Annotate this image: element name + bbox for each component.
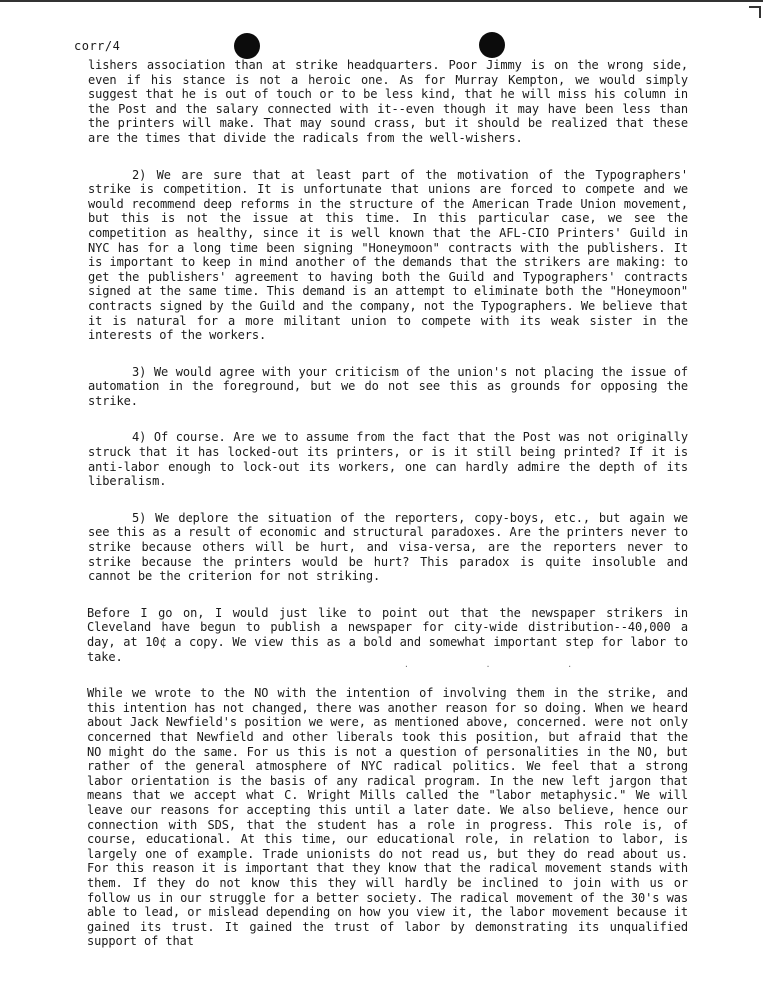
paragraph-point-4: 4) Of course. Are we to assume from the fact that the Post was not originally struck that it has locked-out its printers, or is it still being printed? If it is anti-labor enough to lock-out its workers, one can hardly admire the depth of its liberalism. xyxy=(88,430,688,489)
page-top-edge xyxy=(0,0,763,12)
corner-mark xyxy=(749,6,761,18)
paragraph-cleveland: Before I go on, I would just like to point out that the newspaper strikers in Cleveland have begun to publish a newspaper for city-wide distribution--40,000 a day, at 10¢ a copy. We view this as a bold and somewhat important step for labor to take. xyxy=(87,605,688,664)
punch-hole-left xyxy=(234,33,260,59)
stray-marks: . . . xyxy=(404,660,609,669)
paragraph-point-2: 2) We are sure that at least part of the motivation of the Typographers' strike is competition. It is unfortunate that unions are forced to compete and we would recommend deep reforms in the structure of the American Trade Union movement, but this is not the issue at this time. In this particular case, we see the competition as healthy, since it is well known that the AFL-CIO Printers' Guild in NYC has for a long time been signing "Honeymoon" contracts with the publishers. It is important to keep in mind another of the demands that the strikers are making: to get the publishers' agreement to having both the Guild and Typographers' contracts signed at the same time. This demand is an attempt to eliminate both the "Honeymoon" contracts signed by the Guild and the company, not the Typographers. We believe that it is natural for a more militant union to compete with its weak sister in the interests of the workers. xyxy=(88,167,688,343)
punch-hole-right xyxy=(479,32,505,58)
paragraph-point-5: 5) We deplore the situation of the reporters, copy-boys, etc., but again we see this as a result of economic and structural paradoxes. Are the printers never to strike because others will be hurt, and visa-versa, are the reporters never to strike because the printers would be hurt? This paradox is quite insoluble and cannot be the criterion for not striking. xyxy=(88,510,688,584)
paragraph-continuation: lishers association than at strike headquarters. Poor Jimmy is on the wrong side, even if his stance is not a heroic one. As for Murray Kempton, we would simply suggest that he is out of touch or to be less kind, that he will miss his column in the Post and the salary connected with it--even though it may have been less than the printers will make. That may sound crass, but it should be realized that these are the times that divide the radicals from the well-wishers. xyxy=(88,58,688,145)
letter-body xyxy=(88,58,688,949)
paragraph-radical-movement: While we wrote to the NO with the intention of involving them in the strike, and this intention has not changed, there was another reason for so doing. When we heard about Jack Newfield's position we were, as mentioned above, concerned. were not only concerned that Newfield and other liberals took this position, but afraid that the NO might do the same. For us this is not a question of personalities in the NO, but rather of the general atmosphere of NYC radical politics. We feel that a strong labor orientation is the basis of any radical program. In the new left jargon that means that we accept what C. Wright Mills called the "labor metaphysic." We will leave our reasons for accepting this until a later date. We also believe, hence our connection with SDS, that the student has a role in progress. This role is, of course, educational. At this time, our educational role, in relation to labor, is largely one of example. Trade unionists do not read us, but they do read about us. For this reason it is important that they know that the radical movement stands with them. If they do not know this they will hardly be inclined to join with us or follow us in our struggle for a better society. The radical movement of the 30's was able to lead, or mislead depending on how you view it, the labor movement because it gained its trust. It gained the trust of labor by demonstrating its unqualified support of that xyxy=(87,686,688,949)
page-label: corr/4 xyxy=(74,39,121,53)
paragraph-point-3: 3) We would agree with your criticism of the union's not placing the issue of automation in the foreground, but we do not see this as grounds for opposing the strike. xyxy=(88,364,688,408)
